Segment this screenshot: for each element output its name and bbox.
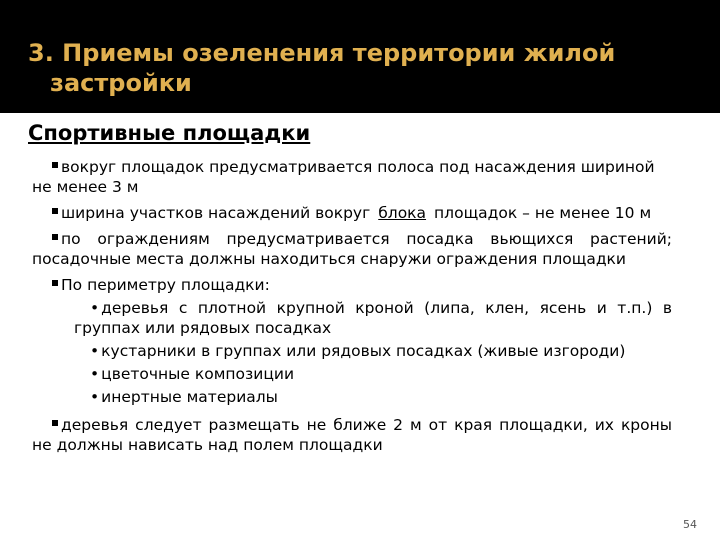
- round-bullet-icon: •: [90, 299, 100, 317]
- round-bullet-icon: •: [90, 365, 100, 383]
- blok-link[interactable]: блока: [378, 204, 427, 222]
- sub-item-text: инертные материалы: [101, 388, 278, 406]
- sub-list-item: [32, 341, 672, 361]
- list-item: [32, 275, 672, 295]
- sub-item-text: кустарники в группах или рядовых посадках (живые изгороди): [101, 342, 626, 360]
- sub-list-item: [32, 387, 672, 407]
- item-text: вокруг площадок предусматривается полоса под насаждения шириной: [61, 158, 655, 176]
- sub-list-item: [32, 364, 672, 384]
- square-bullet-icon: [52, 162, 58, 168]
- item-text: ширина участков насаждений вокруг: [61, 204, 371, 222]
- item-text-continued: не менее 3 м: [32, 178, 139, 196]
- list-item: [32, 415, 672, 455]
- list-item: [32, 229, 672, 269]
- title-bar: [0, 0, 720, 113]
- round-bullet-icon: •: [90, 342, 100, 360]
- square-bullet-icon: [52, 234, 58, 240]
- item-text: по ограждениям предусматривается посадка вьющихся растений; посадочные места должны находиться снаружи ограждения площадки: [32, 230, 672, 268]
- sub-list-item: [32, 298, 672, 338]
- sub-item-text: деревья с плотной крупной кроной (липа, клен, ясень и т.п.) в группах или рядовых посадках: [74, 299, 672, 337]
- square-bullet-icon: [52, 280, 58, 286]
- slide-body: [32, 157, 672, 461]
- slide-title-line-1: 3. Приемы озеленения территории жилой: [28, 39, 616, 67]
- page-number: 54: [683, 518, 697, 531]
- item-text: По периметру площадки:: [61, 276, 270, 294]
- item-text: деревья следует размещать не ближе 2 м от края площадки, их кроны не должны нависать над полем площадки: [32, 416, 672, 454]
- square-bullet-icon: [52, 208, 58, 214]
- slide-title-line-2: застройки: [50, 69, 192, 97]
- section-heading: Спортивные площадки: [28, 121, 311, 145]
- item-text-after: площадок – не менее 10 м: [434, 204, 652, 222]
- sub-item-text: цветочные композиции: [101, 365, 295, 383]
- slide-title: [28, 38, 688, 98]
- round-bullet-icon: •: [90, 388, 100, 406]
- list-item: [32, 157, 672, 197]
- square-bullet-icon: [52, 420, 58, 426]
- list-item: [32, 203, 672, 223]
